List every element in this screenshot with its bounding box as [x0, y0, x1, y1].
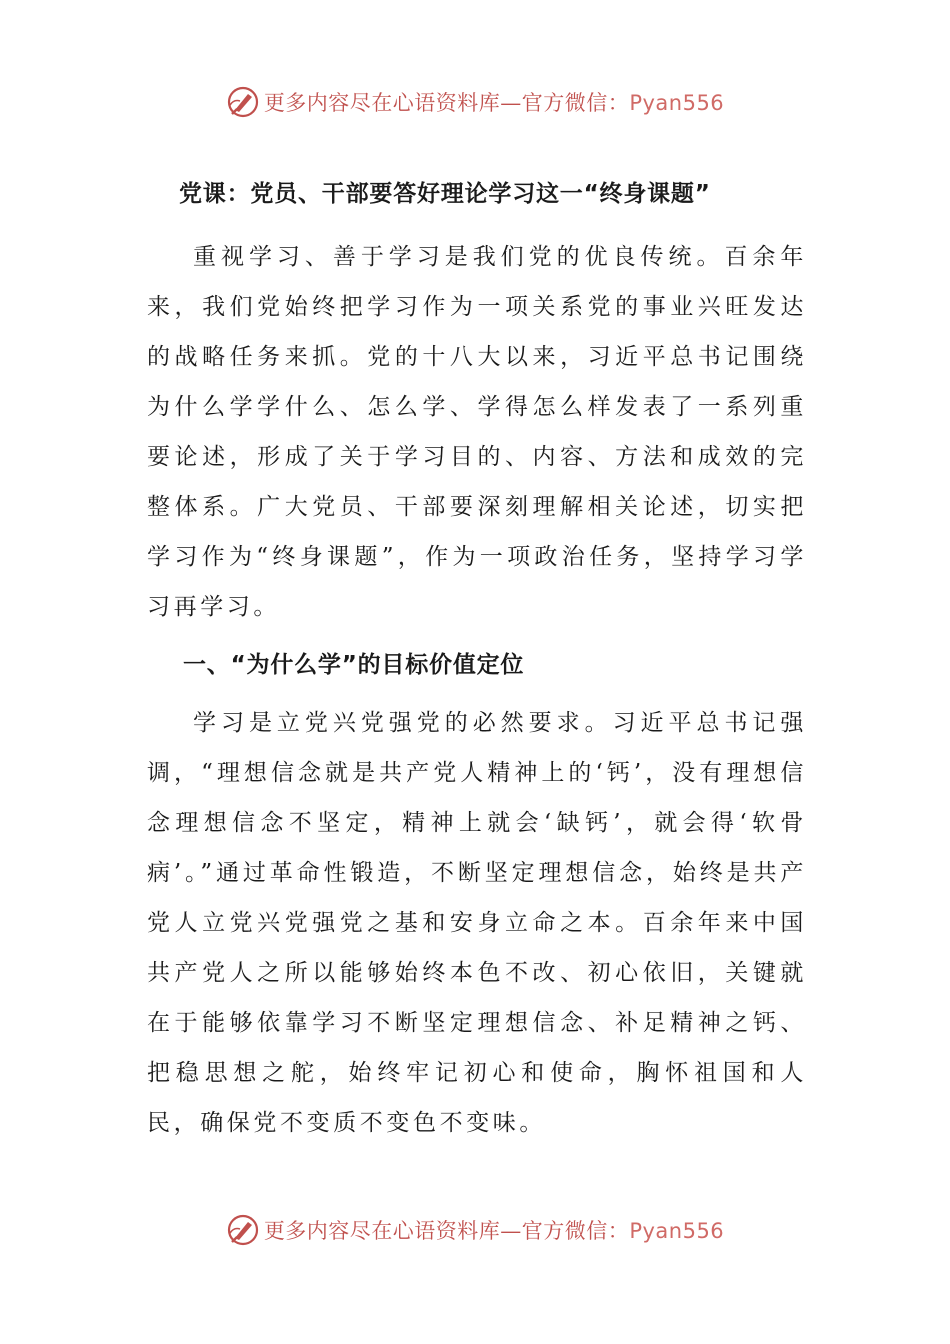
- pen-logo-icon: [226, 85, 260, 119]
- pen-logo-icon: [226, 1213, 260, 1247]
- document-title: 党课：党员、干部要答好理论学习这一“终身课题”: [179, 181, 711, 207]
- section-paragraph: 学习是立党兴党强党的必然要求。习近平总书记强调，“理想信念就是共产党人精神上的‘钙’，没有理想信念理想信念不坚定，精神上就会‘缺钙’，就会得‘软骨病’。”通过革命性锻造，不断坚定理想信念，始终是共产党人立党兴党强党之基和安身立命之本。百余年来中国共产党人之所以能够始终本色不改、初心依旧，关键就在于能够依靠学习不断坚定理想信念、补足精神之钙、把稳思想之舵，始终牢记初心和使命，胸怀祖国和人民，确保党不变质不变色不变味。: [147, 710, 807, 1136]
- banner-text: 更多内容尽在心语资料库—官方微信：Pyan556: [263, 91, 725, 115]
- intro-paragraph: 重视学习、善于学习是我们党的优良传统。百余年来，我们党始终把学习作为一项关系党的事业兴旺发达的战略任务来抓。党的十八大以来，习近平总书记围绕为什么学学什么、怎么学、学得怎么样发表了一系列重要论述，形成了关于学习目的、内容、方法和成效的完整体系。广大党员、干部要深刻理解相关论述，切实把学习作为“终身课题”，作为一项政治任务，坚持学习学习再学习。: [147, 244, 807, 620]
- header-banner: [0, 82, 950, 122]
- document-page: [147, 168, 807, 1148]
- banner-text: 更多内容尽在心语资料库—官方微信：Pyan556: [263, 1219, 725, 1243]
- footer-banner: [0, 1210, 950, 1250]
- wechat-id: Pyan556: [629, 1219, 725, 1243]
- wechat-id: Pyan556: [629, 91, 725, 115]
- section-heading: 一、“为什么学”的目标价值定位: [183, 652, 525, 678]
